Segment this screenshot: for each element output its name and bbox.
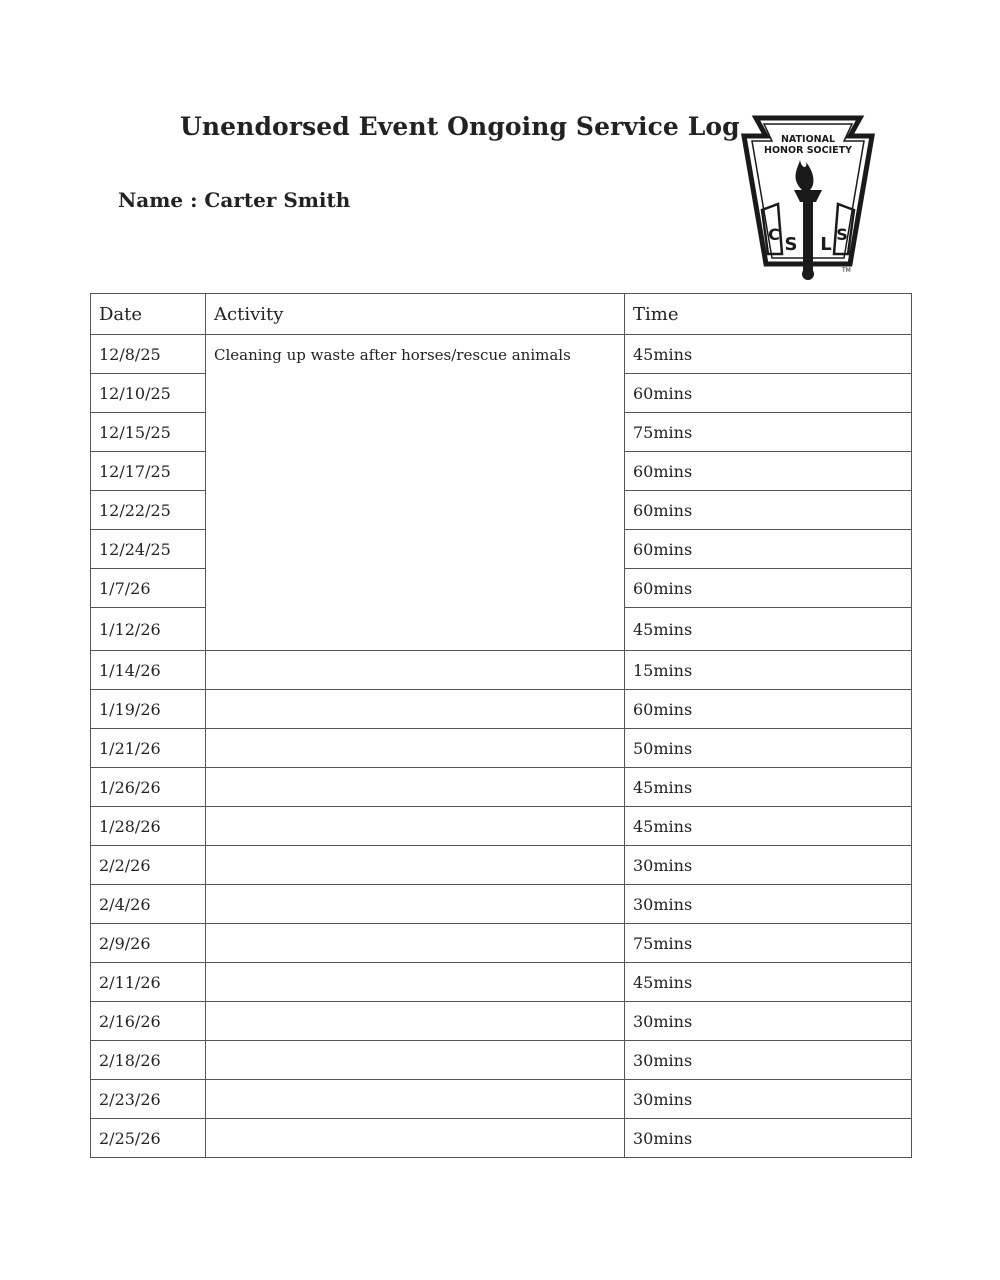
activity-cell (206, 846, 625, 885)
svg-text:L: L (820, 234, 832, 255)
date-cell: 2/9/26 (91, 924, 206, 963)
time-cell: 60mins (625, 491, 912, 530)
time-cell: 45mins (625, 963, 912, 1002)
date-cell: 1/7/26 (91, 569, 206, 608)
date-cell: 12/17/25 (91, 452, 206, 491)
svg-text:S: S (784, 234, 798, 255)
time-cell: 45mins (625, 608, 912, 651)
date-cell: 12/24/25 (91, 530, 206, 569)
time-cell: 60mins (625, 690, 912, 729)
table-row (91, 963, 912, 1002)
time-cell: 15mins (625, 651, 912, 690)
activity-cell (206, 651, 625, 690)
service-log-table (90, 293, 912, 1158)
time-cell: 45mins (625, 807, 912, 846)
activity-cell (206, 690, 625, 729)
date-cell: 1/21/26 (91, 729, 206, 768)
date-cell: 1/26/26 (91, 768, 206, 807)
date-cell: 12/8/25 (91, 335, 206, 374)
activity-cell (206, 924, 625, 963)
activity-cell (206, 1080, 625, 1119)
table-row (91, 846, 912, 885)
time-cell: 30mins (625, 1002, 912, 1041)
table-row (91, 651, 912, 690)
table-row (91, 1041, 912, 1080)
header-activity: Activity (206, 294, 625, 335)
time-cell: 45mins (625, 768, 912, 807)
table-header-row (91, 294, 912, 335)
time-cell: 60mins (625, 530, 912, 569)
svg-text:HONOR SOCIETY: HONOR SOCIETY (764, 145, 852, 156)
date-cell: 1/14/26 (91, 651, 206, 690)
time-cell: 60mins (625, 452, 912, 491)
time-cell: 30mins (625, 1041, 912, 1080)
table-row (91, 690, 912, 729)
table-row (91, 807, 912, 846)
time-cell: 75mins (625, 924, 912, 963)
date-cell: 2/23/26 (91, 1080, 206, 1119)
activity-cell (206, 885, 625, 924)
table-row (91, 885, 912, 924)
header-date: Date (91, 294, 206, 335)
activity-cell (206, 729, 625, 768)
time-cell: 60mins (625, 374, 912, 413)
time-cell: 50mins (625, 729, 912, 768)
date-cell: 12/22/25 (91, 491, 206, 530)
time-cell: 30mins (625, 1080, 912, 1119)
activity-cell-merged: Cleaning up waste after horses/rescue animals (206, 335, 625, 651)
svg-text:S: S (836, 225, 848, 244)
time-cell: 30mins (625, 846, 912, 885)
table-row (91, 1119, 912, 1158)
header-time: Time (625, 294, 912, 335)
student-name: Name : Carter Smith (118, 188, 351, 212)
svg-text:TM: TM (842, 267, 851, 274)
date-cell: 1/19/26 (91, 690, 206, 729)
table-row (91, 924, 912, 963)
date-cell: 2/16/26 (91, 1002, 206, 1041)
date-cell: 12/15/25 (91, 413, 206, 452)
time-cell: 60mins (625, 569, 912, 608)
time-cell: 30mins (625, 1119, 912, 1158)
page-title: Unendorsed Event Ongoing Service Log (180, 112, 740, 141)
svg-text:NATIONAL: NATIONAL (780, 134, 836, 145)
table-row (91, 1080, 912, 1119)
table-row (91, 729, 912, 768)
time-cell: 75mins (625, 413, 912, 452)
date-cell: 1/28/26 (91, 807, 206, 846)
activity-cell (206, 1119, 625, 1158)
date-cell: 2/18/26 (91, 1041, 206, 1080)
date-cell: 2/2/26 (91, 846, 206, 885)
national-honor-society-logo-icon (738, 114, 878, 284)
date-cell: 2/4/26 (91, 885, 206, 924)
activity-cell (206, 963, 625, 1002)
table-row (91, 1002, 912, 1041)
date-cell: 2/11/26 (91, 963, 206, 1002)
activity-cell (206, 1041, 625, 1080)
time-cell: 30mins (625, 885, 912, 924)
table-row (91, 768, 912, 807)
date-cell: 2/25/26 (91, 1119, 206, 1158)
activity-cell (206, 768, 625, 807)
date-cell: 1/12/26 (91, 608, 206, 651)
date-cell: 12/10/25 (91, 374, 206, 413)
time-cell: 45mins (625, 335, 912, 374)
activity-cell (206, 1002, 625, 1041)
svg-text:C: C (768, 225, 780, 244)
activity-cell (206, 807, 625, 846)
table-row (91, 335, 912, 374)
